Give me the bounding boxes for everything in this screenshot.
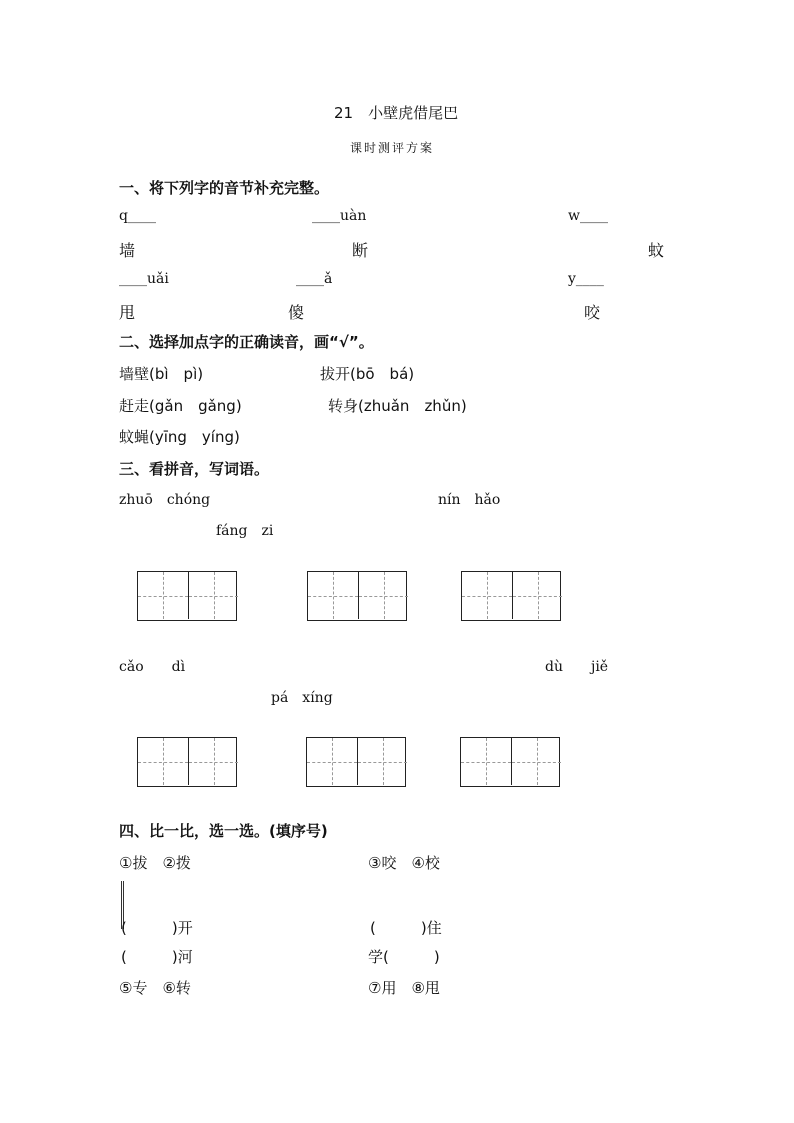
pinyin-blank: ____uàn [312,208,367,224]
pinyin-blank: ____ǎ [296,271,333,287]
hanzi-char: 蚊 [648,241,665,260]
writing-grid[interactable] [461,571,561,621]
pinyin-blank: w____ [568,208,608,224]
pinyin-word: cǎo dì [119,659,186,675]
reading-choice: 蚊蝇(yīng yíng) [119,428,240,446]
pinyin-word: fáng zi [216,523,274,539]
pinyin-blank: q____ [119,208,156,224]
reading-choice: 赶走(gǎn gǎng) [119,397,242,415]
writing-grid[interactable] [460,737,560,787]
char-pair: ①拔 ②拨 [119,854,191,872]
section4-heading: 四、比一比，选一选。(填序号) [119,822,328,840]
pinyin-word: pá xíng [271,690,333,706]
pinyin-blank: y____ [568,271,604,287]
section2-heading: 二、选择加点字的正确读音，画“√”。 [119,333,374,351]
pinyin-word: nín hǎo [438,492,501,508]
reading-choice: 拔开(bō bá) [320,365,415,383]
hanzi-char: 断 [352,241,369,260]
section3-heading: 三、看拼音，写词语。 [119,460,270,478]
writing-grid[interactable] [306,737,406,787]
writing-grid[interactable] [307,571,407,621]
pinyin-word: zhuō chóng [119,492,211,508]
writing-grid[interactable] [137,737,237,787]
page-title: 21 小壁虎借尾巴 [334,104,459,122]
writing-grid[interactable] [137,571,237,621]
hanzi-char: 傻 [288,303,305,322]
char-pair: ⑦用 ⑧甩 [368,979,440,997]
section1-heading: 一、将下列字的音节补充完整。 [119,179,330,197]
fill-blank[interactable]: ( )开 [121,919,193,937]
fill-blank[interactable]: ( )河 [121,948,193,966]
reading-choice: 墙壁(bì pì) [119,365,204,383]
pinyin-word: dù jiě [545,659,609,675]
fill-blank[interactable]: 学( ) [368,948,440,966]
reading-choice: 转身(zhuǎn zhǔn) [328,397,467,415]
pinyin-blank: ____uǎi [119,271,169,287]
page-subtitle: 课时测评方案 [350,141,435,155]
hanzi-char: 墙 [119,241,136,260]
char-pair: ③咬 ④校 [368,854,440,872]
hanzi-char: 甩 [119,303,136,322]
char-pair: ⑤专 ⑥转 [119,979,191,997]
fill-blank[interactable]: ( )住 [370,919,442,937]
hanzi-char: 咬 [584,303,601,322]
